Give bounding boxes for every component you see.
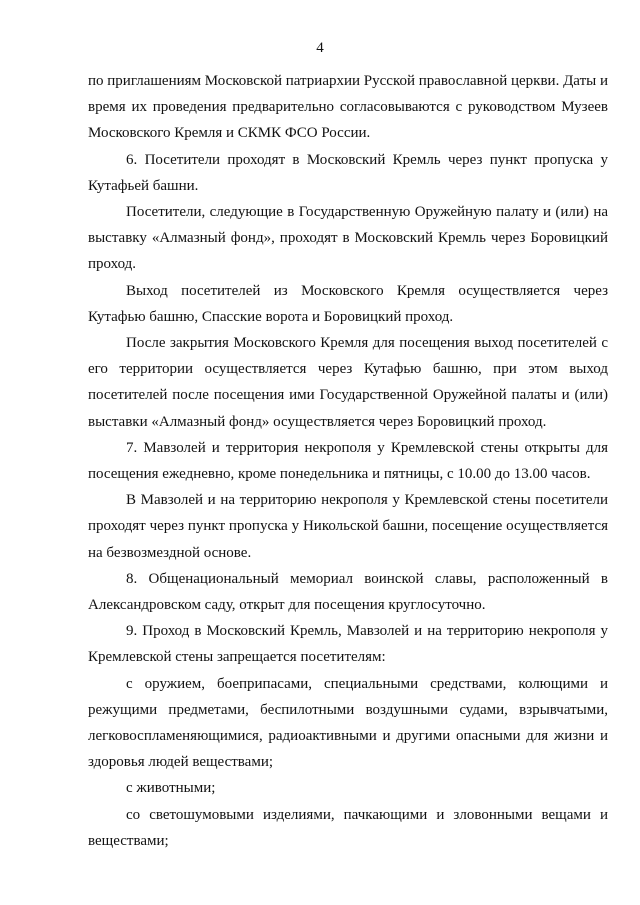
paragraph-exit-routes: Выход посетителей из Московского Кремля осуществляется через Кутафью башню, Спасские ворота и Боровицкий проход. [88, 282, 608, 325]
paragraph-item-9: 9. Проход в Московский Кремль, Мавзолей и на территорию некрополя у Кремлевской стены запрещается посетителям: [88, 623, 608, 666]
list-item-pyrotechnics: со светошумовыми изделиями, пачкающими и зловонными вещами и веществами; [88, 806, 608, 849]
paragraph-invitation-continuation: по приглашениям Московской патриархии Русской православной церкви. Даты и время их проведения предварительно согласовываются с руководством Музеев Московского Кремля и СКМК ФСО России. [88, 73, 608, 142]
paragraph-item-7: 7. Мавзолей и территория некрополя у Кремлевской стены открыты для посещения ежедневно, кроме понедельника и пятницы, с 10.00 до 13.00 часов. [88, 439, 608, 483]
page-number: 4 [316, 40, 324, 56]
document-body [88, 68, 608, 854]
paragraph-item-8: 8. Общенациональный мемориал воинской славы, расположенный в Александровском саду, открыт для посещения круглосуточно. [88, 570, 608, 614]
paragraph-after-closing: После закрытия Московского Кремля для посещения выход посетителей с его территории осуществляется через Кутафью башню, при этом выход посетителей после посещения ими Государственной Оружейной палаты и (или) выставки «Алмазный фонд» осуществляется через Боровицкий проход. [88, 335, 608, 430]
list-item-animals: с животными; [126, 780, 216, 797]
paragraph-item-6: 6. Посетители проходят в Московский Кремль через пункт пропуска у Кутафьей башни. [88, 151, 608, 194]
list-item-weapons: с оружием, боеприпасами, специальными средствами, колющими и режущими предметами, беспилотными воздушными судами, взрывчатыми, легковоспламеняющимися, радиоактивными и другими опасными для жизни и здоровья людей веществами; [88, 675, 608, 771]
paragraph-armory-visitors: Посетители, следующие в Государственную Оружейную палату и (или) на выставку «Алмазный фонд», проходят в Московский Кремль через Боровицкий проход. [88, 204, 608, 273]
paragraph-mausoleum-entry: В Мавзолей и на территорию некрополя у Кремлевской стены посетители проходят через пункт пропуска у Никольской башни, посещение осуществляется на безвозмездной основе. [88, 492, 608, 561]
